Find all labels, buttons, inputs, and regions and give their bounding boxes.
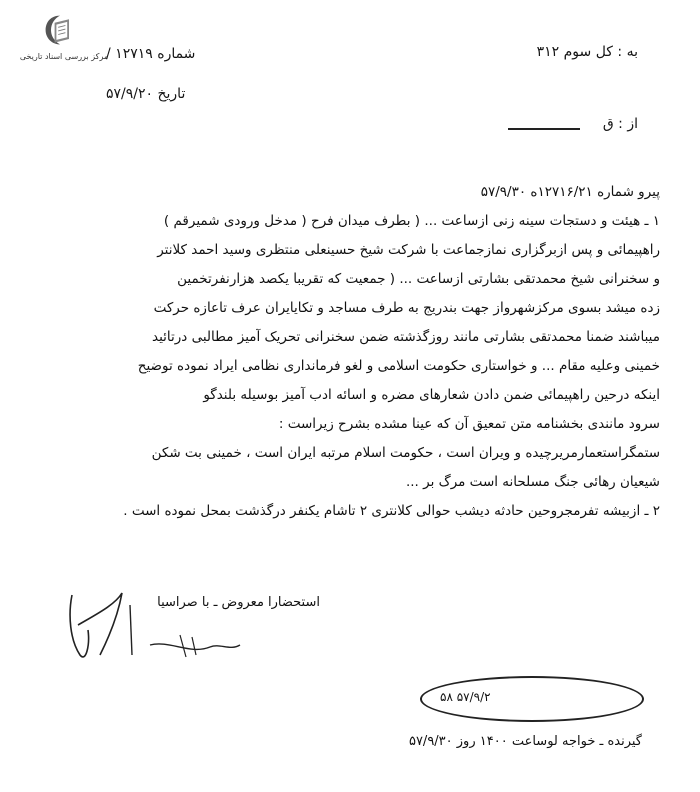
body-line: ۱ ـ هیئت و دستجات سینه زنی ازساعت ... ( بطرف میدان فرح ( مدخل ورودی شمیرقم ) [163, 213, 660, 229]
body-line: میباشند ضمنا محمدتقی بشارتی مانند روزگذشته ضمن سخنرانی تحریک آمیز مطالبی درتائید [152, 329, 660, 345]
body-line: ۲ ـ ازبیشه تفرمجروحین حادثه دیشب حوالی کلانتری ۲ تاشام یکنفر درگذشت بمحل نموده است . [123, 503, 660, 519]
letter-date: تاریخ ۵۷/۹/۲۰ [106, 86, 186, 102]
handwritten-signature [60, 585, 250, 685]
body-line: زده میشد بسوی مرکزشهرواز جهت بندریج به طرف مساجد و تکایایران عرف تاعازه حرکت [153, 300, 660, 316]
closing-remark: استحضارا معروض ـ با صراسیا [157, 595, 320, 610]
body-line: شیعیان رهائی جنگ مسلحانه است مرگ بر ... [405, 474, 660, 490]
report-body [40, 178, 660, 526]
body-line: خمینی وعلیه مقام ... و خواستاری حکومت اسلامی و لغو فرمانداری نظامی ایراد نموده توضیح [137, 358, 660, 374]
body-line: راهپیمائی و پس ازبرگزاری نمازجماعت با شرکت شیخ حسینعلی منتظری وسید احمد کلانتر [157, 242, 660, 258]
body-line: ستمگراستعمارمریرچیده و ویران است ، حکومت اسلام مرتبه ایران است ، خمینی بت شکن [151, 445, 660, 461]
body-line: سرود مانندی بخشنامه متن تمعیق آن که عینا مشده بشرح زیراست : [278, 416, 660, 432]
archive-logo-text: مرکز بررسی اسناد تاریخی [19, 52, 109, 61]
body-line: اینکه درحین راهپیمائی ضمن دادن شعارهای مضره و اسائه ادب آمیز بوسیله بلندگو [203, 387, 660, 403]
archive-logo [14, 12, 109, 72]
sender-redaction-line [508, 128, 580, 130]
stamp-text: ۵۷/۹/۲ ۵۸ [440, 690, 491, 704]
recipient-field: به : کل سوم ۳۱۲ [536, 44, 638, 60]
body-line: پیرو شماره ۱۲۷۱۶/۲۱ه ۵۷/۹/۳۰ [480, 184, 660, 200]
sender-field: از : ق [602, 116, 638, 132]
letter-number: شماره ۱۲۷۱۹ / [106, 46, 196, 62]
body-line: و سخنرانی شیخ محمدتقی بشارتی ازساعت ... ( جمعیت که تقریبا یکصد هزارنفرتخمین [177, 271, 660, 287]
receiver-footer: گیرنده ـ خواجه لوساعت ۱۴۰۰ روز ۵۷/۹/۳۰ [408, 734, 642, 749]
archive-logo-icon [42, 12, 78, 48]
